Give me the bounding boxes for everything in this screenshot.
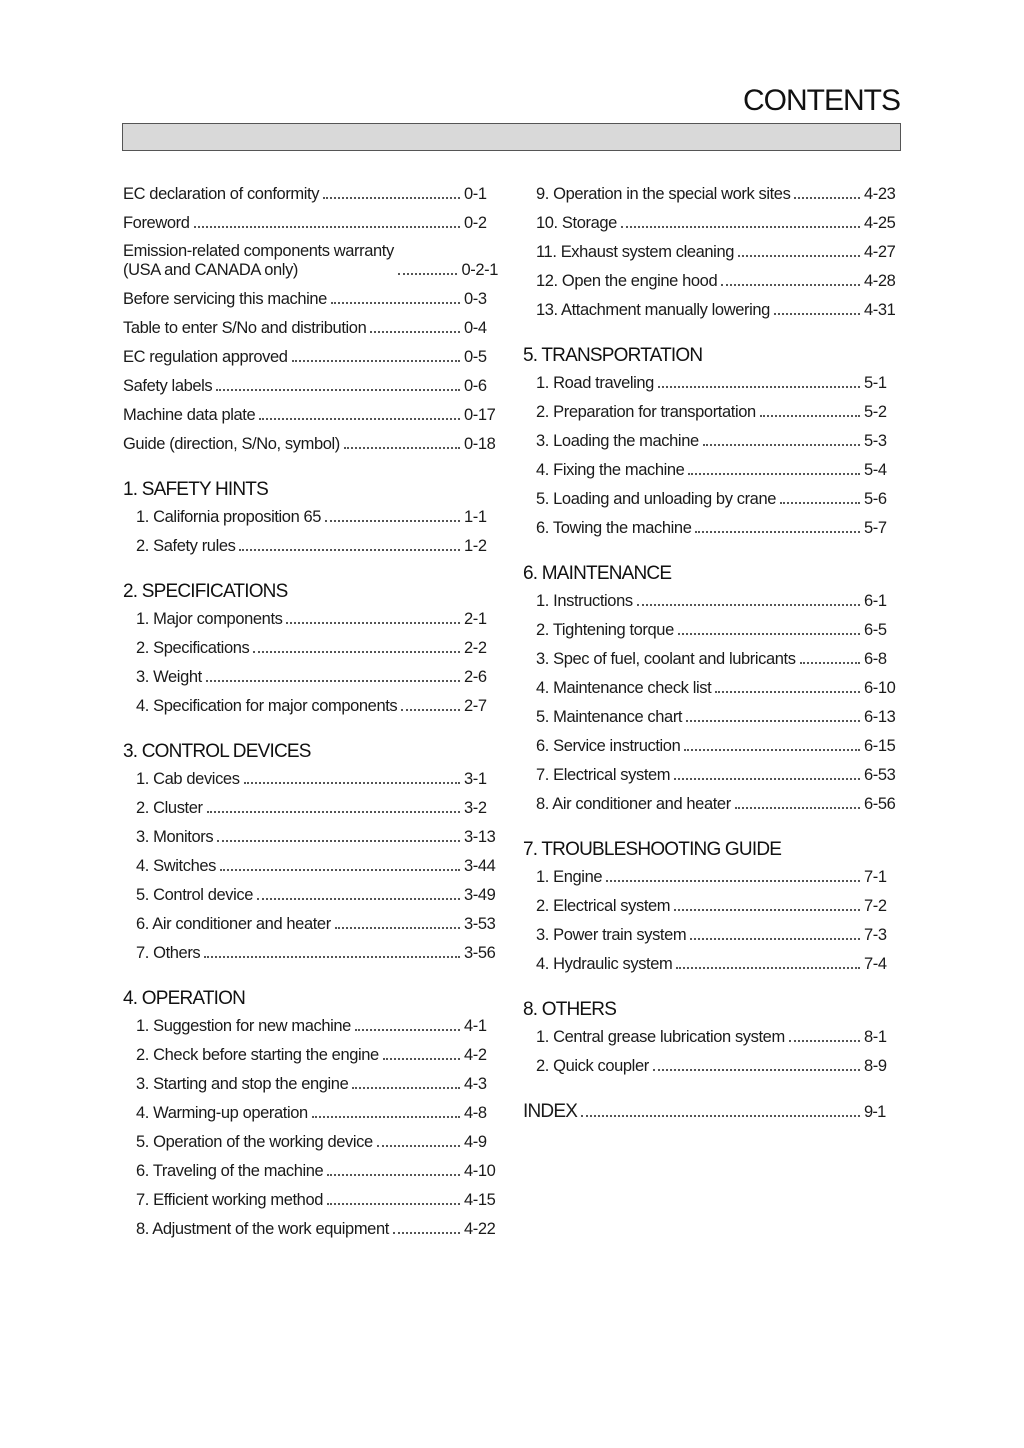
- toc-entry-label: 1. Suggestion for new machine: [136, 1017, 351, 1035]
- toc-entry-page: 3-56: [464, 944, 496, 962]
- dot-leader: [658, 386, 860, 388]
- toc-entry-page: 0-1: [464, 185, 487, 203]
- toc-entry-page: 2-1: [464, 610, 487, 628]
- toc-entry-label: 1. Instructions: [536, 592, 633, 610]
- toc-entry-label: 2. Quick coupler: [536, 1057, 649, 1075]
- toc-entry-page: 0-17: [464, 406, 496, 424]
- toc-entry[interactable]: [523, 431, 898, 451]
- toc-entry-page: 5-3: [864, 432, 887, 450]
- dot-leader: [344, 447, 460, 449]
- dot-leader: [331, 302, 460, 304]
- toc-entry-page: 6-10: [864, 679, 896, 697]
- section-heading[interactable]: 2. SPECIFICATIONS: [123, 581, 288, 602]
- toc-entry-label: 4. Maintenance check list: [536, 679, 712, 697]
- toc-entry-page: 7-1: [864, 868, 887, 886]
- dot-leader: [606, 880, 860, 882]
- toc-entry-label: Guide (direction, S/No, symbol): [123, 435, 340, 453]
- toc-entry[interactable]: [123, 184, 498, 204]
- toc-entry[interactable]: [523, 678, 898, 698]
- toc-entry-page: 0-4: [464, 319, 487, 337]
- toc-entry-label: 7. Others: [136, 944, 201, 962]
- dot-leader: [800, 662, 860, 664]
- dot-leader: [674, 778, 860, 780]
- toc-entry[interactable]: [123, 347, 498, 367]
- dot-leader: [735, 807, 860, 809]
- toc-entry[interactable]: [523, 402, 898, 422]
- section-heading[interactable]: 4. OPERATION: [123, 988, 246, 1009]
- toc-entry-page: 2-7: [464, 697, 487, 715]
- toc-entry-page: 6-13: [864, 708, 896, 726]
- dot-leader: [259, 418, 460, 420]
- dot-leader: [327, 1203, 460, 1205]
- dot-leader: [292, 360, 460, 362]
- toc-entry[interactable]: [123, 798, 498, 818]
- toc-entry[interactable]: [123, 242, 498, 280]
- right-column: [523, 184, 898, 1131]
- toc-entry[interactable]: [123, 696, 498, 716]
- dot-leader: [398, 273, 458, 275]
- toc-entry[interactable]: [523, 489, 898, 509]
- dot-leader: [383, 1058, 460, 1060]
- dot-leader: [401, 709, 460, 711]
- toc-entry-label: 3. Loading the machine: [536, 432, 699, 450]
- dot-leader: [780, 502, 860, 504]
- toc-entry-label: Emission-related components warranty (USA and CANADA only): [123, 242, 394, 279]
- toc-entry[interactable]: [523, 373, 898, 393]
- toc-entry-page: 5-4: [864, 461, 887, 479]
- toc-entry[interactable]: [523, 1056, 898, 1076]
- toc-entry-label: 6. Air conditioner and heater: [136, 915, 331, 933]
- toc-entry-label: 2. Tightening torque: [536, 621, 674, 639]
- toc-entry[interactable]: [123, 914, 498, 934]
- toc-entry[interactable]: [123, 1190, 498, 1210]
- toc-entry[interactable]: [523, 649, 898, 669]
- toc-entry-label: 5. Control device: [136, 886, 254, 904]
- toc-entry-page: 0-6: [464, 377, 487, 395]
- toc-entry-page: 4-22: [464, 1220, 496, 1238]
- toc-entry-page: 4-8: [464, 1104, 487, 1122]
- toc-entry-page: 4-1: [464, 1017, 487, 1035]
- toc-entry-page: 6-1: [864, 592, 887, 610]
- toc-entry-label: 2. Electrical system: [536, 897, 671, 915]
- toc-entry-page: 3-2: [464, 799, 487, 817]
- section-heading[interactable]: 7. TROUBLESHOOTING GUIDE: [523, 839, 782, 860]
- toc-entry-page: 4-15: [464, 1191, 496, 1209]
- dot-leader: [393, 1232, 460, 1234]
- toc-entry-label: 4. Specification for major components: [136, 697, 398, 715]
- toc-entry[interactable]: [523, 460, 898, 480]
- toc-entry[interactable]: [523, 242, 898, 262]
- toc-entry[interactable]: [123, 667, 498, 687]
- toc-entry[interactable]: [523, 184, 898, 204]
- toc-entry[interactable]: [123, 885, 498, 905]
- toc-entry-page: 3-1: [464, 770, 487, 788]
- toc-entry-page: 9-1: [864, 1103, 886, 1121]
- toc-entry[interactable]: [523, 954, 898, 974]
- toc-entry-label: 5. Loading and unloading by crane: [536, 490, 777, 508]
- toc-entry-label: 1. California proposition 65: [136, 508, 322, 526]
- toc-entry-label: 7. Efficient working method: [136, 1191, 323, 1209]
- toc-entry[interactable]: [123, 1016, 498, 1036]
- toc-entry[interactable]: [123, 289, 498, 309]
- dot-leader: [703, 444, 860, 446]
- toc-entry[interactable]: [523, 896, 898, 916]
- toc-entry-page: 1-1: [464, 508, 487, 526]
- toc-entry-page: 0-2-1: [461, 261, 498, 279]
- dot-leader: [738, 255, 860, 257]
- toc-entry-page: 6-53: [864, 766, 896, 784]
- toc-entry-page: 0-18: [464, 435, 496, 453]
- toc-entry[interactable]: [123, 318, 498, 338]
- dot-leader: [257, 898, 460, 900]
- toc-entry-page: 4-31: [864, 301, 896, 319]
- toc-entry[interactable]: [123, 1103, 498, 1123]
- toc-entry-label: 6. Service instruction: [536, 737, 681, 755]
- toc-entry-page: 5-2: [864, 403, 887, 421]
- toc-entry-page: 3-53: [464, 915, 496, 933]
- toc-entry-page: 8-1: [864, 1028, 887, 1046]
- dot-leader: [676, 967, 860, 969]
- dot-leader: [244, 782, 460, 784]
- toc-entry[interactable]: [123, 638, 498, 658]
- dot-leader: [690, 938, 860, 940]
- toc-entry-page: 2-6: [464, 668, 487, 686]
- toc-entry-label: 9. Operation in the special work sites: [536, 185, 791, 203]
- dot-leader: [286, 622, 460, 624]
- toc-entry-label: INDEX: [523, 1101, 578, 1122]
- toc-entry-page: 4-28: [864, 272, 896, 290]
- toc-entry[interactable]: [523, 736, 898, 756]
- toc-entry-page: 6-5: [864, 621, 887, 639]
- toc-entry-page: 4-23: [864, 185, 896, 203]
- toc-entry-page: 4-25: [864, 214, 896, 232]
- toc-entry-page: 8-9: [864, 1057, 887, 1075]
- dot-leader: [325, 520, 460, 522]
- dot-leader: [653, 1069, 860, 1071]
- toc-entry[interactable]: [123, 434, 498, 454]
- toc-entry[interactable]: [523, 867, 898, 887]
- section-heading[interactable]: 3. CONTROL DEVICES: [123, 741, 311, 762]
- toc-entry-label: Machine data plate: [123, 406, 256, 424]
- toc-entry-label: 1. Major components: [136, 610, 283, 628]
- toc-entry-label: EC regulation approved: [123, 348, 288, 366]
- toc-entry-page: 3-44: [464, 857, 496, 875]
- toc-entry-label: Before servicing this machine: [123, 290, 327, 308]
- dot-leader: [352, 1087, 460, 1089]
- toc-entry-page: 7-3: [864, 926, 887, 944]
- toc-entry-page: 6-56: [864, 795, 896, 813]
- toc-entry[interactable]: [123, 536, 498, 556]
- toc-entry[interactable]: [123, 827, 498, 847]
- toc-entry-label: 13. Attachment manually lowering: [536, 301, 770, 319]
- toc-entry-label: 10. Storage: [536, 214, 617, 232]
- toc-entry[interactable]: [523, 765, 898, 785]
- toc-entry[interactable]: [123, 1045, 498, 1065]
- toc-entry-page: 6-15: [864, 737, 896, 755]
- toc-entry-label: 3. Spec of fuel, coolant and lubricants: [536, 650, 796, 668]
- toc-entry[interactable]: [523, 591, 898, 611]
- toc-entry-label: 2. Specifications: [136, 639, 250, 657]
- title-bar: [122, 123, 901, 151]
- toc-entry[interactable]: [523, 518, 898, 538]
- toc-entry-label: 3. Weight: [136, 668, 202, 686]
- dot-leader: [695, 531, 860, 533]
- toc-entry-label: 2. Cluster: [136, 799, 203, 817]
- dot-leader: [686, 720, 860, 722]
- dot-leader: [204, 956, 460, 958]
- dot-leader: [688, 473, 860, 475]
- toc-entry-page: 5-1: [864, 374, 887, 392]
- toc-entry-page: 0-5: [464, 348, 487, 366]
- dot-leader: [760, 415, 860, 417]
- toc-entry-page: 0-2: [464, 214, 487, 232]
- dot-leader: [217, 840, 460, 842]
- dot-leader: [774, 313, 860, 315]
- dot-leader: [581, 1115, 860, 1117]
- index-entry[interactable]: [523, 1102, 898, 1122]
- dot-leader: [206, 680, 460, 682]
- toc-entry-page: 5-7: [864, 519, 887, 537]
- dot-leader: [207, 811, 460, 813]
- section-heading[interactable]: 8. OTHERS: [523, 999, 617, 1020]
- toc-entry-label: 7. Electrical system: [536, 766, 671, 784]
- toc-entry-page: 7-4: [864, 955, 887, 973]
- dot-leader: [220, 869, 460, 871]
- section-heading[interactable]: 5. TRANSPORTATION: [523, 345, 703, 366]
- dot-leader: [637, 604, 860, 606]
- toc-entry[interactable]: [123, 1074, 498, 1094]
- toc-entry[interactable]: [523, 300, 898, 320]
- toc-entry[interactable]: [123, 213, 498, 233]
- dot-leader: [335, 927, 460, 929]
- dot-leader: [312, 1116, 460, 1118]
- toc-entry[interactable]: [123, 405, 498, 425]
- toc-entry-label: Foreword: [123, 214, 190, 232]
- toc-entry-page: 7-2: [864, 897, 887, 915]
- toc-entry-label: 8. Air conditioner and heater: [536, 795, 731, 813]
- toc-entry-label: 6. Traveling of the machine: [136, 1162, 324, 1180]
- toc-entry[interactable]: [123, 769, 498, 789]
- toc-entry[interactable]: [123, 1219, 498, 1239]
- toc-entry[interactable]: [123, 1132, 498, 1152]
- toc-entry-label: 8. Adjustment of the work equipment: [136, 1220, 389, 1238]
- toc-entry-label: 2. Check before starting the engine: [136, 1046, 379, 1064]
- toc-entry-label: 1. Cab devices: [136, 770, 240, 788]
- toc-entry-page: 2-2: [464, 639, 487, 657]
- dot-leader: [674, 909, 860, 911]
- left-column: [123, 184, 498, 1248]
- toc-entry[interactable]: [523, 213, 898, 233]
- toc-entry-label: 3. Power train system: [536, 926, 687, 944]
- dot-leader: [253, 651, 460, 653]
- toc-entry-label: 3. Starting and stop the engine: [136, 1075, 349, 1093]
- toc-entry[interactable]: [123, 943, 498, 963]
- toc-entry-page: 0-3: [464, 290, 487, 308]
- toc-entry-page: 4-9: [464, 1133, 487, 1151]
- toc-entry-label: EC declaration of conformity: [123, 185, 320, 203]
- toc-entry-label: 1. Road traveling: [536, 374, 654, 392]
- dot-leader: [621, 226, 860, 228]
- toc-entry[interactable]: [123, 856, 498, 876]
- dot-leader: [678, 633, 860, 635]
- dot-leader: [715, 691, 860, 693]
- toc-entry-page: 4-10: [464, 1162, 496, 1180]
- toc-entry-label: 4. Fixing the machine: [536, 461, 685, 479]
- dot-leader: [377, 1145, 460, 1147]
- dot-leader: [684, 749, 860, 751]
- section-heading[interactable]: 6. MAINTENANCE: [523, 563, 672, 584]
- toc-entry-page: 3-49: [464, 886, 496, 904]
- toc-entry[interactable]: [523, 271, 898, 291]
- toc-entry-label: 5. Operation of the working device: [136, 1133, 373, 1151]
- toc-entry[interactable]: [523, 925, 898, 945]
- toc-entry-page: 4-2: [464, 1046, 487, 1064]
- page-title: CONTENTS: [743, 84, 900, 117]
- toc-entry-label: 4. Hydraulic system: [536, 955, 673, 973]
- toc-entry-label: 12. Open the engine hood: [536, 272, 718, 290]
- toc-entry-label: 4. Warming-up operation: [136, 1104, 308, 1122]
- dot-leader: [789, 1040, 860, 1042]
- toc-entry[interactable]: [123, 1161, 498, 1181]
- toc-entry[interactable]: [123, 376, 498, 396]
- toc-entry-page: 3-13: [464, 828, 496, 846]
- toc-entry[interactable]: [123, 507, 498, 527]
- dot-leader: [327, 1174, 460, 1176]
- toc-entry-page: 4-27: [864, 243, 896, 261]
- dot-leader: [239, 549, 460, 551]
- toc-entry-label: 2. Safety rules: [136, 537, 236, 555]
- dot-leader: [194, 226, 461, 228]
- toc-entry-page: 6-8: [864, 650, 887, 668]
- toc-entry-label: Table to enter S/No and distribution: [123, 319, 367, 337]
- toc-entry-label: 5. Maintenance chart: [536, 708, 683, 726]
- toc-entry-label: 3. Monitors: [136, 828, 214, 846]
- toc-entry-label: 11. Exhaust system cleaning: [536, 243, 735, 261]
- toc-entry[interactable]: [523, 1027, 898, 1047]
- dot-leader: [216, 389, 460, 391]
- toc-entry[interactable]: [523, 794, 898, 814]
- toc-entry[interactable]: [523, 620, 898, 640]
- toc-entry-label: 6. Towing the machine: [536, 519, 692, 537]
- toc-entry-page: 1-2: [464, 537, 487, 555]
- toc-entry-label: 1. Central grease lubrication system: [536, 1028, 785, 1046]
- toc-entry[interactable]: [523, 707, 898, 727]
- toc-entry-label: Safety labels: [123, 377, 213, 395]
- toc-entry-page: 4-3: [464, 1075, 487, 1093]
- dot-leader: [794, 197, 860, 199]
- toc-entry-label: 4. Switches: [136, 857, 216, 875]
- dot-leader: [355, 1029, 460, 1031]
- dot-leader: [323, 197, 460, 199]
- toc-entry[interactable]: [123, 609, 498, 629]
- toc-entry-label: 2. Preparation for transportation: [536, 403, 756, 421]
- dot-leader: [721, 284, 860, 286]
- dot-leader: [370, 331, 460, 333]
- section-heading[interactable]: 1. SAFETY HINTS: [123, 479, 268, 500]
- toc-entry-label: 1. Engine: [536, 868, 603, 886]
- toc-entry-page: 5-6: [864, 490, 887, 508]
